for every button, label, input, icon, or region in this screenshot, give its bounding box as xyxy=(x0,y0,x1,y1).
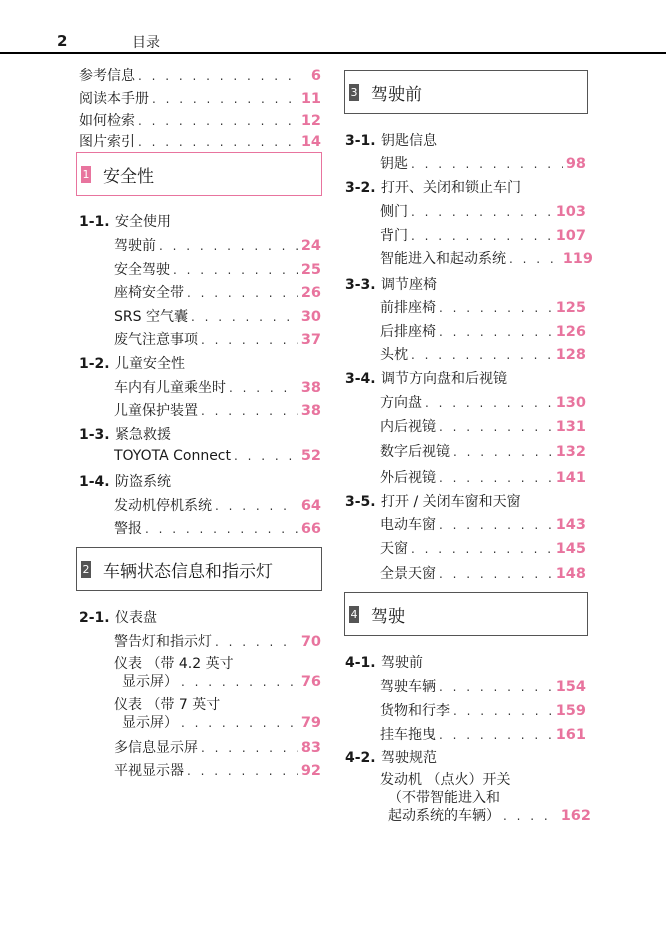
toc-entry-page: 25 xyxy=(300,262,321,278)
toc-entry-label: 方向盘 xyxy=(380,395,422,411)
toc-entry-page: 98 xyxy=(565,156,586,172)
chapter-title: 车辆状态信息和指示灯 xyxy=(103,561,273,582)
header-rule xyxy=(0,52,666,54)
toc-entry[interactable] xyxy=(380,539,586,559)
section-title: 钥匙信息 xyxy=(381,133,437,149)
toc-entry-label: 货物和行李 xyxy=(380,703,450,719)
toc-entry-label: 天窗 xyxy=(380,541,408,557)
toc-entry-label: 图片索引 xyxy=(79,134,135,150)
toc-entry[interactable] xyxy=(114,378,321,398)
toc-entry-label: 后排座椅 xyxy=(380,324,436,340)
toc-entry-page: 76 xyxy=(300,674,321,690)
toc-entry-page: 132 xyxy=(555,444,586,460)
toc-entry-page: 11 xyxy=(300,91,321,107)
toc-entry-multiline[interactable] xyxy=(114,696,321,732)
section-title: 防盗系统 xyxy=(115,474,171,490)
section-number: 3-5. xyxy=(345,494,376,510)
toc-entry[interactable] xyxy=(380,322,586,342)
leader-dots xyxy=(453,701,553,721)
toc-entry-page: 52 xyxy=(300,448,321,464)
toc-entry-label: 挂车拖曳 xyxy=(380,727,436,743)
toc-entry[interactable] xyxy=(380,393,586,413)
toc-entry-multiline[interactable] xyxy=(380,771,591,825)
toc-entry-label: 钥匙 xyxy=(380,156,408,172)
toc-entry-label: 智能进入和起动系统 xyxy=(380,251,506,267)
toc-entry[interactable] xyxy=(380,345,586,365)
toc-entry-label: 头枕 xyxy=(380,347,408,363)
toc-entry-label: 驾驶车辆 xyxy=(380,679,436,695)
page-header xyxy=(0,0,666,60)
section-heading[interactable] xyxy=(345,178,521,198)
leader-dots xyxy=(439,725,553,745)
leader-dots xyxy=(138,66,298,86)
toc-entry-label: 警告灯和指示灯 xyxy=(114,634,212,650)
toc-entry-page: 26 xyxy=(300,285,321,301)
toc-entry-page: 148 xyxy=(555,566,586,582)
toc-entry-label-line2: 显示屏） xyxy=(122,715,178,731)
section-title: 打开、关闭和锁止车门 xyxy=(381,180,521,196)
leader-dots xyxy=(439,322,553,342)
leader-dots xyxy=(439,417,553,437)
toc-entry-page: 14 xyxy=(300,134,321,150)
toc-entry-page: 154 xyxy=(555,679,586,695)
toc-entry-page: 38 xyxy=(300,403,321,419)
toc-entry-label: 废气注意事项 xyxy=(114,332,198,348)
toc-entry-label: 背门 xyxy=(380,228,408,244)
toc-entry-page: 159 xyxy=(555,703,586,719)
leader-dots xyxy=(152,89,298,109)
section-title: 驾驶前 xyxy=(381,655,423,671)
toc-entry[interactable] xyxy=(380,701,586,721)
toc-entry[interactable] xyxy=(380,154,586,174)
toc-entry[interactable] xyxy=(114,496,321,516)
leader-dots xyxy=(503,807,558,825)
section-number: 4-2. xyxy=(345,750,376,766)
section-title: 打开 / 关闭车窗和天窗 xyxy=(381,494,521,510)
chapter-4-box[interactable] xyxy=(344,592,588,636)
toc-entry-page: 37 xyxy=(300,332,321,348)
toc-entry-label: TOYOTA Connect xyxy=(114,448,231,464)
leader-dots xyxy=(145,519,298,539)
leader-dots xyxy=(138,132,298,152)
chapter-number-badge: 1 xyxy=(82,167,90,181)
leader-dots xyxy=(201,401,298,421)
leader-dots xyxy=(181,714,298,732)
chapter-number-badge: 4 xyxy=(350,607,358,621)
toc-entry[interactable] xyxy=(380,725,586,745)
toc-entry-label: 阅读本手册 xyxy=(79,91,149,107)
toc-entry-page: 143 xyxy=(555,517,586,533)
leader-dots xyxy=(229,378,298,398)
toc-entry-page: 128 xyxy=(555,347,586,363)
page-title: 目录 xyxy=(132,35,160,51)
toc-entry-label-line2: （不带智能进入和 xyxy=(388,790,500,806)
toc-entry-label-line1: 发动机 （点火）开关 xyxy=(380,772,511,788)
section-number: 1-3. xyxy=(79,427,110,443)
toc-entry-page: 145 xyxy=(555,541,586,557)
toc-entry-page: 119 xyxy=(562,251,593,267)
leader-dots xyxy=(411,539,553,559)
leader-dots xyxy=(173,260,298,280)
leader-dots xyxy=(439,677,553,697)
toc-entry-page: 141 xyxy=(555,470,586,486)
toc-entry-page: 125 xyxy=(555,300,586,316)
leader-dots xyxy=(439,298,553,318)
toc-entry-label: 平视显示器 xyxy=(114,763,184,779)
chapter-title: 安全性 xyxy=(103,166,154,187)
section-title: 调节座椅 xyxy=(381,277,437,293)
toc-entry-label: SRS 空气囊 xyxy=(114,309,188,325)
toc-entry[interactable] xyxy=(380,226,586,246)
leader-dots xyxy=(159,236,298,256)
toc-entry-multiline[interactable] xyxy=(114,655,321,691)
toc-entry[interactable] xyxy=(114,236,321,256)
toc-entry[interactable] xyxy=(79,66,321,86)
toc-entry-page: 130 xyxy=(555,395,586,411)
toc-entry-page: 66 xyxy=(300,521,321,537)
toc-entry-label: 侧门 xyxy=(380,204,408,220)
toc-entry-page: 70 xyxy=(300,634,321,650)
toc-entry-label-line2: 显示屏） xyxy=(122,674,178,690)
section-heading[interactable] xyxy=(345,492,521,512)
toc-entry[interactable] xyxy=(380,515,586,535)
chapter-number-badge: 2 xyxy=(82,562,90,576)
section-heading[interactable] xyxy=(79,608,157,628)
toc-entry-page: 162 xyxy=(560,808,591,824)
leader-dots xyxy=(191,307,298,327)
toc-entry-label-line1: 仪表 （带 7 英寸 xyxy=(114,697,221,713)
toc-entry-label: 数字后视镜 xyxy=(380,444,450,460)
toc-entry-page: 103 xyxy=(555,204,586,220)
toc-entry-page: 6 xyxy=(310,68,321,84)
toc-entry-label: 多信息显示屏 xyxy=(114,740,198,756)
section-title: 安全使用 xyxy=(115,214,171,230)
toc-entry[interactable] xyxy=(114,283,321,303)
toc-entry-label: 全景天窗 xyxy=(380,566,436,582)
section-title: 驾驶规范 xyxy=(381,750,437,766)
section-heading[interactable] xyxy=(79,425,171,445)
leader-dots xyxy=(509,249,560,269)
toc-entry[interactable] xyxy=(114,738,321,758)
toc-entry-label: 参考信息 xyxy=(79,68,135,84)
toc-entry-page: 30 xyxy=(300,309,321,325)
toc-entry[interactable] xyxy=(114,307,321,327)
leader-dots xyxy=(411,154,563,174)
section-heading[interactable] xyxy=(345,131,437,151)
toc-entry-label: 前排座椅 xyxy=(380,300,436,316)
leader-dots xyxy=(215,632,298,652)
section-number: 3-4. xyxy=(345,371,376,387)
toc-entry-page: 161 xyxy=(555,727,586,743)
section-heading[interactable] xyxy=(79,354,185,374)
toc-entry[interactable] xyxy=(114,761,321,781)
toc-entry[interactable] xyxy=(114,330,321,350)
toc-entry-page: 79 xyxy=(300,715,321,731)
leader-dots xyxy=(439,564,553,584)
toc-entry[interactable] xyxy=(114,632,321,652)
section-number: 3-2. xyxy=(345,180,376,196)
chapter-number-badge: 3 xyxy=(350,85,358,99)
section-heading[interactable] xyxy=(79,472,171,492)
toc-entry[interactable] xyxy=(114,519,321,539)
leader-dots xyxy=(439,515,553,535)
toc-entry-page: 38 xyxy=(300,380,321,396)
toc-entry-page: 83 xyxy=(300,740,321,756)
toc-entry[interactable] xyxy=(380,677,586,697)
toc-entry[interactable] xyxy=(380,468,586,488)
leader-dots xyxy=(411,345,553,365)
toc-entry-label: 警报 xyxy=(114,521,142,537)
section-number: 3-1. xyxy=(345,133,376,149)
toc-entry-page: 131 xyxy=(555,419,586,435)
toc-entry[interactable] xyxy=(380,442,586,462)
section-number: 1-2. xyxy=(79,356,110,372)
leader-dots xyxy=(411,202,553,222)
section-title: 紧急救援 xyxy=(115,427,171,443)
chapter-title: 驾驶前 xyxy=(371,84,422,105)
toc-entry-label: 发动机停机系统 xyxy=(114,498,212,514)
toc-entry[interactable] xyxy=(114,260,321,280)
toc-entry-page: 107 xyxy=(555,228,586,244)
leader-dots xyxy=(439,468,553,488)
section-title: 调节方向盘和后视镜 xyxy=(381,371,507,387)
section-title: 儿童安全性 xyxy=(115,356,185,372)
section-number: 2-1. xyxy=(79,610,110,626)
toc-entry-page: 24 xyxy=(300,238,321,254)
toc-entry-label: 儿童保护装置 xyxy=(114,403,198,419)
chapter-1-box[interactable] xyxy=(76,152,322,196)
leader-dots xyxy=(138,111,298,131)
section-number: 1-4. xyxy=(79,474,110,490)
leader-dots xyxy=(201,330,298,350)
toc-entry-page: 92 xyxy=(300,763,321,779)
section-number: 4-1. xyxy=(345,655,376,671)
toc-entry-label: 电动车窗 xyxy=(380,517,436,533)
chapter-3-box[interactable] xyxy=(344,70,588,114)
section-heading[interactable] xyxy=(345,653,423,673)
toc-entry[interactable] xyxy=(79,132,321,152)
leader-dots xyxy=(215,496,298,516)
leader-dots xyxy=(411,226,553,246)
leader-dots xyxy=(234,446,298,466)
toc-entry-label-line1: 仪表 （带 4.2 英寸 xyxy=(114,656,234,672)
leader-dots xyxy=(187,283,298,303)
toc-entry-label: 如何检索 xyxy=(79,113,135,129)
toc-entry[interactable] xyxy=(114,446,321,466)
toc-entry-label-line3: 起动系统的车辆） xyxy=(388,808,500,824)
leader-dots xyxy=(201,738,298,758)
toc-entry[interactable] xyxy=(380,249,593,269)
leader-dots xyxy=(187,761,298,781)
toc-entry[interactable] xyxy=(380,417,586,437)
chapter-title: 驾驶 xyxy=(371,606,405,627)
leader-dots xyxy=(453,442,553,462)
leader-dots xyxy=(181,673,298,691)
toc-entry-page: 126 xyxy=(555,324,586,340)
toc-entry-label: 车内有儿童乘坐时 xyxy=(114,380,226,396)
section-number: 3-3. xyxy=(345,277,376,293)
page-number: 2 xyxy=(57,32,68,50)
section-heading[interactable] xyxy=(345,748,437,768)
toc-entry-label: 座椅安全带 xyxy=(114,285,184,301)
toc-entry-label: 内后视镜 xyxy=(380,419,436,435)
toc-entry-label: 外后视镜 xyxy=(380,470,436,486)
toc-entry[interactable] xyxy=(79,111,321,131)
toc-entry-page: 12 xyxy=(300,113,321,129)
toc-entry-label: 驾驶前 xyxy=(114,238,156,254)
leader-dots xyxy=(425,393,553,413)
chapter-2-box[interactable] xyxy=(76,547,322,591)
toc-entry[interactable] xyxy=(79,89,321,109)
toc-entry-label: 安全驾驶 xyxy=(114,262,170,278)
toc-entry[interactable] xyxy=(380,202,586,222)
toc-entry[interactable] xyxy=(114,401,321,421)
toc-entry[interactable] xyxy=(380,298,586,318)
section-number: 1-1. xyxy=(79,214,110,230)
section-heading[interactable] xyxy=(345,369,507,389)
section-title: 仪表盘 xyxy=(115,610,157,626)
section-heading[interactable] xyxy=(79,212,171,232)
section-heading[interactable] xyxy=(345,275,437,295)
toc-entry-page: 64 xyxy=(300,498,321,514)
toc-entry[interactable] xyxy=(380,564,586,584)
